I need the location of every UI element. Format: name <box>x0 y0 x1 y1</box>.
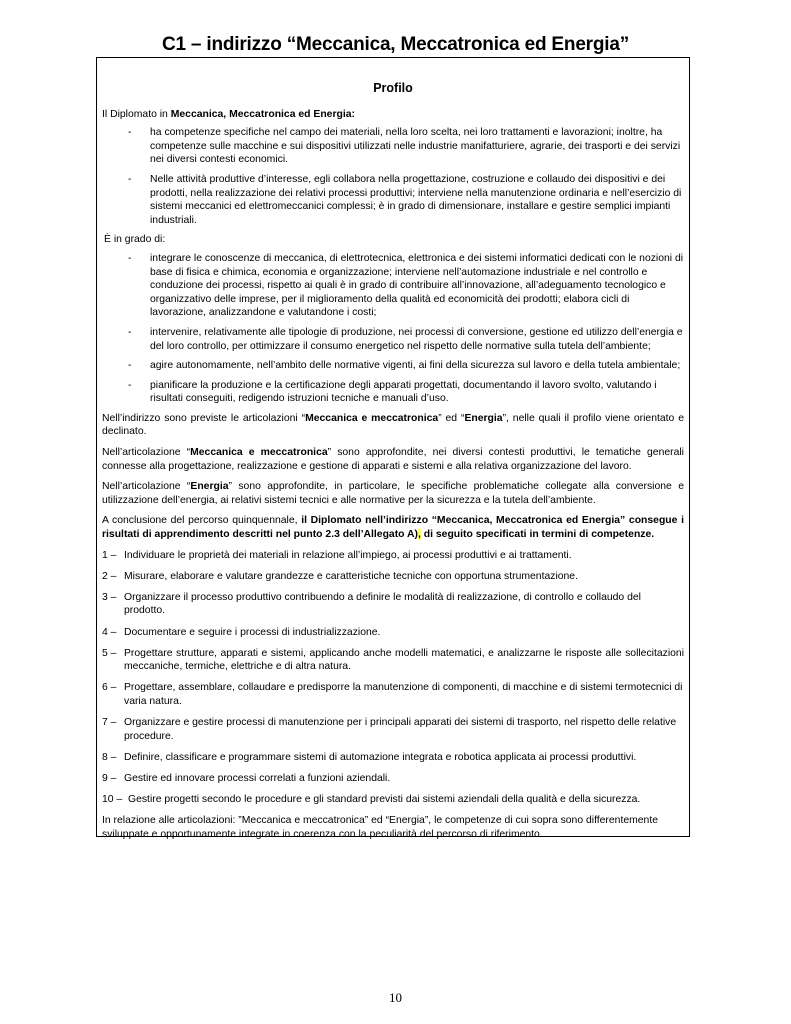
grado-bullet-list <box>102 252 684 406</box>
competenza-number: 8 – <box>102 751 117 763</box>
grado-bullet: - integrare le conoscenze di meccanica, di elettrotecnica, elettronica e dei sistemi informatici dedicati con le nozioni di base di fisica e chimica, economia e organizzazione; interviene nell’automazione industriale e nel controllo e conduzione dei processi, rispetto ai quali è in grado di contribuire all’innovazione, all’adeguamento tecnologico e organizzativo delle imprese, per il miglioramento della qualità ed economicità dei prodotti; elabora cicli di lavorazione, analizzandone e valutandone i costi; <box>102 252 684 320</box>
competenza-number: 2 – <box>102 570 117 582</box>
bold-run: di seguito specificati in termini di competenze. <box>420 529 655 541</box>
competenza-item <box>102 793 684 807</box>
text-run: ” ed “ <box>438 412 465 424</box>
text-run: Nell’articolazione “ <box>102 447 191 459</box>
text-run: Nell’indirizzo sono previste le articolazioni “ <box>102 412 306 424</box>
competenza-item <box>102 626 684 640</box>
competenza-item <box>102 591 684 618</box>
bold-run: il Diplomato nell’indirizzo “Meccanica, Meccatronica ed Energia” consegue i risultati di apprendimento descritti nel punto 2.3 dell’Allegato A) <box>102 515 684 541</box>
text-run: A conclusione del percorso quinquennale, <box>102 515 302 527</box>
competenza-number: 3 – <box>102 591 117 603</box>
competenza-text: Organizzare il processo produttivo contribuendo a definire le modalità di realizzazione, di controllo e collaudo del prodotto. <box>124 591 641 617</box>
profile-bullet: - Nelle attività produttive d’interesse, egli collabora nella progettazione, costruzione e collaudo dei dispositivi e dei prodotti, nella realizzazione dei relativi processi produttivi; interviene nella manutenzione ordinaria e nell’esercizio di sistemi meccanici ed elettromeccanici complessi; è in grado di dimensionare, installare e gestire semplici impianti industriali. <box>102 173 684 227</box>
grado-label: È in grado di: <box>104 234 166 246</box>
competenza-text: Gestire progetti secondo le procedure e gli standard previsti dai sistemi aziendali della qualità e della sicurezza. <box>128 793 641 805</box>
competenza-number: 1 – <box>102 549 117 561</box>
bold-run: Energia <box>464 412 503 424</box>
competenze-list <box>102 549 684 807</box>
competenza-number: 6 – <box>102 682 117 694</box>
competenza-item <box>102 772 684 786</box>
paragraph-energia <box>102 480 684 507</box>
competenza-number: 4 – <box>102 626 117 638</box>
profile-bullet-list <box>102 126 684 227</box>
competenza-text: Gestire ed innovare processi correlati a funzioni aziendali. <box>124 772 391 784</box>
diplomato-intro <box>102 108 684 122</box>
profile-heading: Profilo <box>373 81 413 95</box>
competenza-number: 7 – <box>102 716 117 728</box>
competenza-text: Misurare, elaborare e valutare grandezze e caratteristiche tecniche con opportuna strumentazione. <box>124 570 578 582</box>
bold-run: Meccanica e meccatronica <box>190 447 328 459</box>
paragraph-conclusione <box>102 514 684 541</box>
bold-run: Meccanica e meccatronica <box>305 412 439 424</box>
competenza-text: Individuare le proprietà dei materiali in relazione all’impiego, ai processi produttivi e ai trattamenti. <box>124 549 572 561</box>
bold-run: Energia <box>190 481 229 493</box>
competenza-item <box>102 681 684 708</box>
competenza-text: Organizzare e gestire processi di manutenzione per i principali apparati dei sistemi di trasporto, nel rispetto delle relative procedure. <box>124 716 677 742</box>
diplomato-bold: Meccanica, Meccatronica ed Energia: <box>170 108 355 120</box>
competenza-item <box>102 716 684 743</box>
text-run: ”, nelle quali il profilo viene orientato e declinato. <box>102 412 684 438</box>
text-run: ” sono approfondite, nei diversi contesti produttivi, le tematiche generali connesse alla progettazione, realizzazione e gestione di apparati e sistemi e alla relativa organizzazione del lavoro. <box>102 447 684 472</box>
competenza-item <box>102 570 684 584</box>
highlight-mark: , <box>418 529 421 541</box>
competenza-number: 10 – <box>102 793 123 805</box>
competenza-number: 5 – <box>102 647 117 659</box>
competenza-number: 9 – <box>102 772 117 784</box>
closing-paragraph: In relazione alle articolazioni: ”Meccanica e meccatronica” ed “Energia”, le competenze di cui sopra sono differentemente sviluppate e opportunamente integrate in coerenza con la peculiarità del percorso di riferimento. <box>102 814 658 840</box>
grado-bullet: - intervenire, relativamente alle tipologie di produzione, nei processi di conversione, gestione ed utilizzo dell’energia e del loro controllo, per ottimizzare il consumo energetico nel rispetto delle normative sulla tutela dell’ambiente; <box>102 326 684 353</box>
competenza-item <box>102 549 684 563</box>
competenza-text: Progettare strutture, apparati e sistemi, applicando anche modelli matematici, e analizzarne le risposte alle sollecitazioni meccaniche, termiche, elettriche e di altra natura. <box>124 647 684 673</box>
grado-bullet: - agire autonomamente, nell’ambito delle normative vigenti, ai fini della sicurezza sul lavoro e della tutela ambientale; <box>102 359 684 373</box>
competenza-text: Definire, classificare e programmare sistemi di automazione integrata e robotica applicata ai processi produttivi. <box>124 751 637 763</box>
text-run: Nell’articolazione “ <box>102 481 191 493</box>
diplomato-prefix: Il Diplomato in <box>102 108 171 120</box>
paragraph-articolazioni <box>102 412 684 439</box>
profile-bullet: - ha competenze specifiche nel campo dei materiali, nella loro scelta, nei loro trattamenti e lavorazioni; inoltre, ha competenze sulle macchine e sui dispositivi utilizzati nelle industrie manifatturiere, agrarie, dei trasporti e dei servizi nei diversi contesti economici. <box>102 126 684 167</box>
competenza-text: Progettare, assemblare, collaudare e predisporre la manutenzione di componenti, di macchine e di sistemi termotecnici di varia natura. <box>124 682 683 707</box>
competenza-item <box>102 647 684 674</box>
competenza-item <box>102 751 684 765</box>
text-run: ” sono approfondite, in particolare, le specifiche problematiche collegate alla conversione e utilizzazione dell’energia, ai relativi sistemi tecnici e alle normative per la sicurezza e la tutela dell’ambiente. <box>102 481 684 506</box>
competenza-text: Documentare e seguire i processi di industrializzazione. <box>124 626 381 638</box>
paragraph-meccanica <box>102 446 684 473</box>
page-number: 10 <box>389 990 402 1005</box>
profile-content <box>102 82 684 841</box>
grado-bullet: - pianificare la produzione e la certificazione degli apparati progettati, documentando il lavoro svolto, valutando i risultati conseguiti, redigendo istruzioni tecniche e manuali d’uso. <box>102 379 684 406</box>
page-title: C1 – indirizzo “Meccanica, Meccatronica ed Energia” <box>161 34 630 55</box>
